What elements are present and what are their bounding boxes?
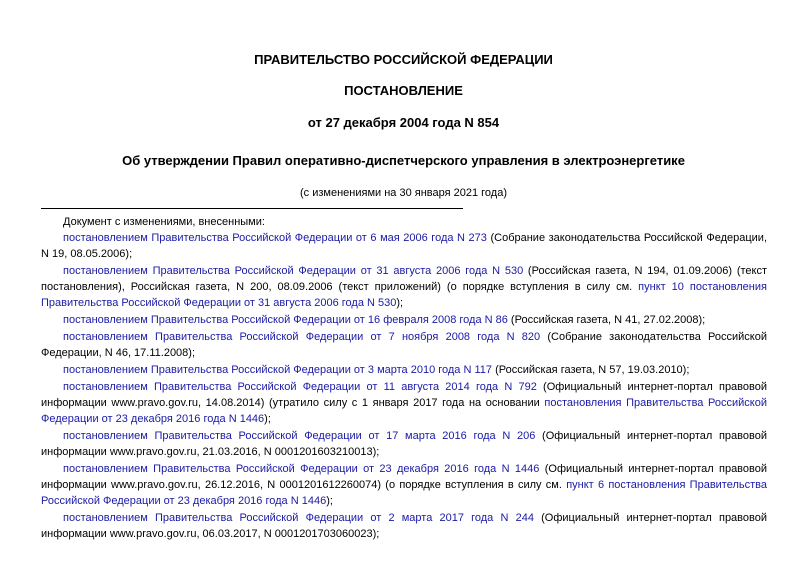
amendment-source: (Собрание законодательства Российской Федерации, N 46, 17.11.2008); xyxy=(41,331,767,359)
list-item xyxy=(41,428,767,460)
government-heading: ПРАВИТЕЛЬСТВО РОССИЙСКОЙ ФЕДЕРАЦИИ xyxy=(254,52,553,67)
list-item xyxy=(41,461,767,509)
amendment-link[interactable]: постановлением Правительства Российской Федерации от 2 марта 2017 года N 244 xyxy=(63,512,534,524)
list-item xyxy=(41,379,767,427)
divider xyxy=(41,208,463,209)
amendment-source: (Официальный интернет-портал правовой информации www.pravo.gov.ru, 06.03.2017, N 0001201703060023); xyxy=(41,512,767,540)
amendment-link[interactable]: постановлением Правительства Российской Федерации от 31 августа 2006 года N 530 xyxy=(63,265,524,277)
amendment-link[interactable]: постановлением Правительства Российской Федерации от 3 марта 2010 года N 117 xyxy=(63,364,493,376)
list-item xyxy=(41,362,767,378)
amendment-link[interactable]: постановлением Правительства Российской Федерации от 17 марта 2016 года N 206 xyxy=(63,430,536,442)
amendment-link[interactable]: постановлением Правительства Российской Федерации от 6 мая 2006 года N 273 xyxy=(63,232,487,244)
amendment-source: (Официальный интернет-портал правовой информации www.pravo.gov.ru, 14.08.2014) (утратило силу с 1 января 2017 года на основании xyxy=(41,381,767,409)
amendment-source-end: ); xyxy=(326,495,333,507)
amendment-source: (Российская газета, N 57, 19.03.2010); xyxy=(492,364,690,376)
amendment-source-end: ); xyxy=(396,297,404,309)
amendment-source: (Российская газета, N 41, 27.02.2008); xyxy=(507,314,706,326)
reference-link[interactable]: пункт 6 постановления Правительства Российской Федерации от 23 декабря 2016 года N 1446 xyxy=(41,479,767,507)
document-title: Об утверждении Правил оперативно-диспетчерского управления в электроэнергетике xyxy=(122,153,685,168)
list-item xyxy=(41,263,767,311)
list-item xyxy=(41,312,767,328)
document-date-number: от 27 декабря 2004 года N 854 xyxy=(307,115,500,130)
amendment-link[interactable]: постановлением Правительства Российской Федерации от 11 августа 2014 года N 792 xyxy=(63,381,537,393)
amendment-source: (Собрание законодательства Российской Федерации, N 19, 08.05.2006); xyxy=(41,232,767,260)
amendment-link[interactable]: постановлением Правительства Российской Федерации от 23 декабря 2016 года N 1446 xyxy=(63,463,540,475)
reference-link[interactable]: пункт 10 постановления Правительства Российской Федерации от 31 августа 2006 года N 530 xyxy=(41,281,767,309)
list-item xyxy=(41,510,767,542)
document-type-heading: ПОСТАНОВЛЕНИЕ xyxy=(344,83,463,98)
amendment-source: (Официальный интернет-портал правовой информации www.pravo.gov.ru, 21.03.2016, N 0001201603210013); xyxy=(41,430,767,458)
amendment-link[interactable]: постановлением Правительства Российской Федерации от 16 февраля 2008 года N 86 xyxy=(63,314,508,326)
amendment-source: (Официальный интернет-портал правовой информации www.pravo.gov.ru, 26.12.2016, N 0001201612260074) (о порядке вступления в силу см. xyxy=(41,463,768,491)
list-item xyxy=(41,230,767,262)
amendment-source: (Российская газета, N 194, 01.09.2006) (текст постановления), Российская газета, N 200, 08.09.2006 (текст приложений) (о порядке вступления в силу см. xyxy=(41,265,768,293)
changes-list xyxy=(41,214,767,543)
amendment-source-end: ); xyxy=(264,413,271,425)
list-item xyxy=(41,329,767,361)
revision-note: (с изменениями на 30 января 2021 года) xyxy=(299,187,507,199)
reference-link[interactable]: постановления Правительства Российской Федерации от 23 декабря 2016 года N 1446 xyxy=(41,397,767,425)
changes-intro: Документ с изменениями, внесенными: xyxy=(63,216,265,228)
amendment-link[interactable]: постановлением Правительства Российской Федерации от 7 ноября 2008 года N 820 xyxy=(63,331,541,343)
